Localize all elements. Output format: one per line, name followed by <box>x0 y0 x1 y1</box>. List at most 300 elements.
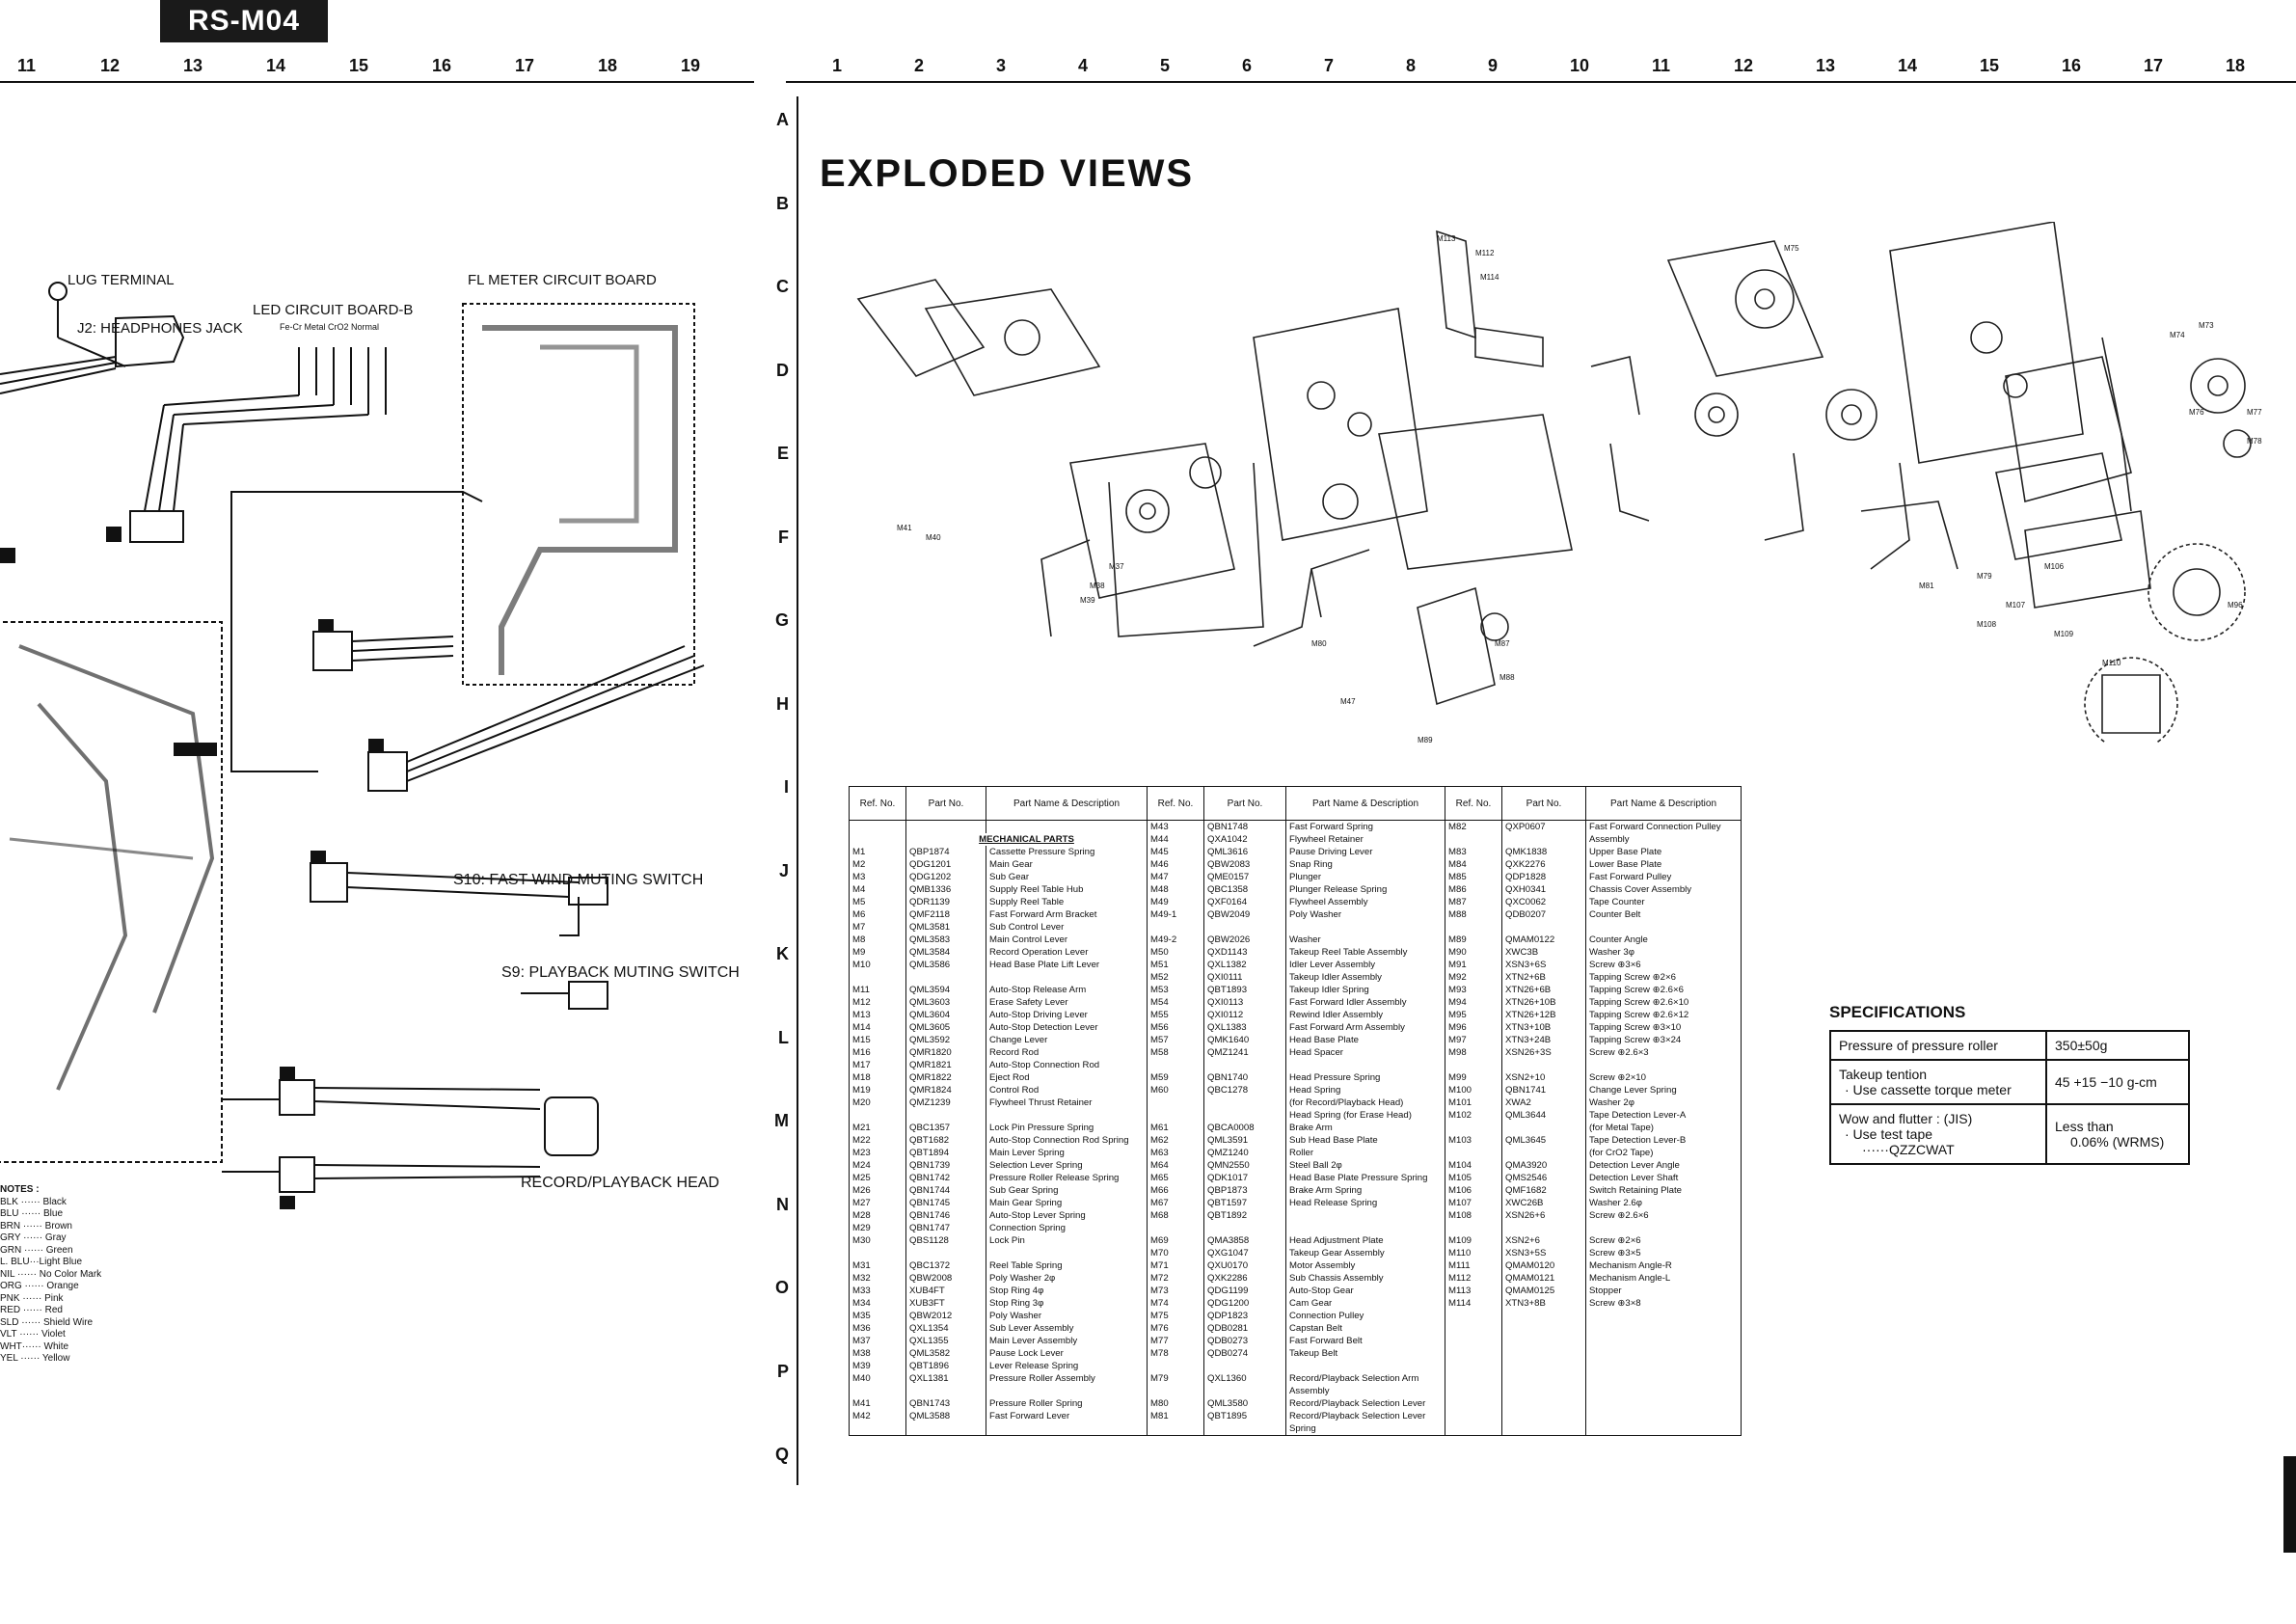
ruler-tick-label: 16 <box>2062 56 2082 75</box>
table-cell: QML3594 <box>906 984 986 996</box>
lug-terminal-label: LUG TERMINAL <box>68 272 175 288</box>
model-tab: RS-M04 <box>160 0 328 42</box>
spec-label-sub: · Use test tape <box>1845 1126 1933 1142</box>
table-cell: M76 <box>1148 1322 1204 1335</box>
table-cell: QXK2286 <box>1204 1272 1286 1285</box>
table-cell <box>1502 833 1586 846</box>
table-cell: QBCA0008 <box>1204 1122 1286 1134</box>
table-cell: QBW2012 <box>906 1310 986 1322</box>
table-cell <box>1445 1122 1502 1134</box>
table-cell: M77 <box>1148 1335 1204 1347</box>
table-cell: Tapping Screw ⊕2.6×10 <box>1586 996 1742 1009</box>
table-cell: M39 <box>850 1360 906 1372</box>
table-cell <box>1445 1397 1502 1410</box>
table-row <box>850 1009 1742 1021</box>
table-cell: M82 <box>1445 821 1502 834</box>
table-cell: M26 <box>850 1184 906 1197</box>
table-cell: M67 <box>1148 1197 1204 1209</box>
table-cell: M57 <box>1148 1034 1204 1046</box>
table-cell: Connection Pulley <box>1286 1310 1445 1322</box>
table-cell: QDG1201 <box>906 858 986 871</box>
table-cell: M23 <box>850 1147 906 1159</box>
ruler-tick-label: 1 <box>832 56 843 75</box>
table-cell: QMF2118 <box>906 908 986 921</box>
table-cell <box>1586 1059 1742 1071</box>
table-cell: XTN3+24B <box>1502 1034 1586 1046</box>
table-cell: M37 <box>850 1335 906 1347</box>
table-row <box>850 1234 1742 1247</box>
notes-title: NOTES : <box>0 1184 40 1195</box>
table-row <box>850 1422 1742 1436</box>
table-cell: QDB0274 <box>1204 1347 1286 1360</box>
table-cell: XSN2+10 <box>1502 1071 1586 1084</box>
table-cell: M108 <box>1445 1209 1502 1222</box>
table-cell <box>906 1109 986 1122</box>
note-item: WHT······ White <box>0 1340 69 1352</box>
table-cell: M29 <box>850 1222 906 1234</box>
table-cell: Counter Belt <box>1586 908 1742 921</box>
ruler-tick-label: 14 <box>1898 56 1918 75</box>
table-cell: Tape Detection Lever-B <box>1586 1134 1742 1147</box>
table-cell: M44 <box>1148 833 1204 846</box>
table-cell: M112 <box>1445 1272 1502 1285</box>
table-cell: QML3588 <box>906 1410 986 1422</box>
table-cell: QMAM0125 <box>1502 1285 1586 1297</box>
table-cell: Tapping Screw ⊕3×24 <box>1586 1034 1742 1046</box>
table-cell: Head Release Spring <box>1286 1197 1445 1209</box>
table-cell: M93 <box>1445 984 1502 996</box>
table-cell <box>1148 921 1204 934</box>
table-cell: Lever Release Spring <box>986 1360 1148 1372</box>
table-cell <box>850 1422 906 1436</box>
table-row <box>850 1197 1742 1209</box>
table-cell: Main Control Lever <box>986 934 1148 946</box>
table-cell: Idler Lever Assembly <box>1286 959 1445 971</box>
table-cell <box>986 821 1148 834</box>
table-cell: QBW2026 <box>1204 934 1286 946</box>
table-cell: Head Spring <box>1286 1084 1445 1096</box>
table-cell: Auto-Stop Lever Spring <box>986 1209 1148 1222</box>
table-cell: Plunger <box>1286 871 1445 883</box>
table-cell <box>1204 1096 1286 1109</box>
spec-label: Pressure of pressure roller <box>1830 1031 2046 1060</box>
table-cell: QBC1358 <box>1204 883 1286 896</box>
svg-text:M112: M112 <box>1475 249 1495 257</box>
table-cell <box>1502 1335 1586 1347</box>
table-row <box>850 1084 1742 1096</box>
table-cell <box>1445 1385 1502 1397</box>
section-heading: MECHANICAL PARTS <box>979 834 1074 845</box>
table-cell: Washer 2.6φ <box>1586 1197 1742 1209</box>
spec-value: 45 +15 −10 g-cm <box>2046 1060 2189 1104</box>
table-cell: M22 <box>850 1134 906 1147</box>
table-cell: QDB0273 <box>1204 1335 1286 1347</box>
table-cell: QXG1047 <box>1204 1247 1286 1259</box>
table-cell: Sub Gear <box>986 871 1148 883</box>
table-cell: Screw ⊕3×6 <box>1586 959 1742 971</box>
table-cell: Pressure Roller Release Spring <box>986 1172 1148 1184</box>
right-ruler <box>786 58 2296 83</box>
table-cell <box>1204 1222 1286 1234</box>
table-cell: Takeup Reel Table Assembly <box>1286 946 1445 959</box>
table-cell: Flywheel Assembly <box>1286 896 1445 908</box>
table-cell: QMAM0121 <box>1502 1272 1586 1285</box>
table-cell: QME0157 <box>1204 871 1286 883</box>
svg-text:M39: M39 <box>1080 596 1095 605</box>
table-cell: Sub Lever Assembly <box>986 1322 1148 1335</box>
table-cell <box>986 1422 1148 1436</box>
row-letter: B <box>776 193 789 213</box>
table-cell: Head Base Plate <box>1286 1034 1445 1046</box>
spec-label <box>1830 1104 2046 1164</box>
table-cell: M91 <box>1445 959 1502 971</box>
table-cell <box>1445 1372 1502 1385</box>
table-cell: QBC1278 <box>1204 1084 1286 1096</box>
table-row <box>850 1310 1742 1322</box>
table-cell: M7 <box>850 921 906 934</box>
row-letter: K <box>776 944 789 963</box>
table-cell: Sub Head Base Plate <box>1286 1134 1445 1147</box>
table-cell: M8 <box>850 934 906 946</box>
table-cell: Auto-Stop Connection Rod <box>986 1059 1148 1071</box>
ruler-tick-label: 2 <box>914 56 925 75</box>
ruler-tick-label: 12 <box>100 56 121 75</box>
table-cell: QXI0112 <box>1204 1009 1286 1021</box>
table-cell: Record/Playback Selection Lever <box>1286 1397 1445 1410</box>
table-cell: XSN2+6 <box>1502 1234 1586 1247</box>
table-cell: XWC3B <box>1502 946 1586 959</box>
table-cell: Pause Driving Lever <box>1286 846 1445 858</box>
table-cell: QXD1143 <box>1204 946 1286 959</box>
col1-name-header: Part Name & Description <box>986 787 1148 821</box>
table-cell: Screw ⊕3×8 <box>1586 1297 1742 1310</box>
ruler-tick-label: 17 <box>515 56 535 75</box>
s10-label: S10: FAST WIND MUTING SWITCH <box>453 872 704 888</box>
table-cell: M27 <box>850 1197 906 1209</box>
table-cell: M58 <box>1148 1046 1204 1059</box>
table-cell: M97 <box>1445 1034 1502 1046</box>
fl-meter-label: FL METER CIRCUIT BOARD <box>468 272 657 288</box>
table-cell: M95 <box>1445 1009 1502 1021</box>
table-cell: M43 <box>1148 821 1204 834</box>
table-cell: Auto-Stop Detection Lever <box>986 1021 1148 1034</box>
table-cell: M51 <box>1148 959 1204 971</box>
table-cell: Takeup Idler Assembly <box>1286 971 1445 984</box>
table-cell <box>1445 833 1502 846</box>
table-cell: QDG1202 <box>906 871 986 883</box>
table-cell: M30 <box>850 1234 906 1247</box>
table-row <box>850 1222 1742 1234</box>
table-cell: QMS2546 <box>1502 1172 1586 1184</box>
table-cell <box>986 1247 1148 1259</box>
table-row <box>850 971 1742 984</box>
row-letter: E <box>776 444 789 463</box>
table-cell: M55 <box>1148 1009 1204 1021</box>
table-cell: XSN26+3S <box>1502 1046 1586 1059</box>
table-cell: M102 <box>1445 1109 1502 1122</box>
table-cell <box>1586 1410 1742 1422</box>
table-cell: QMZ1241 <box>1204 1046 1286 1059</box>
table-cell <box>850 821 906 834</box>
table-cell: QMZ1240 <box>1204 1147 1286 1159</box>
table-cell <box>850 1247 906 1259</box>
ruler-tick-label: 15 <box>1980 56 2000 75</box>
svg-text:M80: M80 <box>1311 639 1327 648</box>
table-cell: XTN3+8B <box>1502 1297 1586 1310</box>
table-cell: QXP0607 <box>1502 821 1586 834</box>
parts-table-body <box>850 821 1742 1436</box>
table-cell: M101 <box>1445 1096 1502 1109</box>
svg-text:M110: M110 <box>2102 659 2121 667</box>
table-cell <box>1502 1222 1586 1234</box>
spec-value-sub: 0.06% (WRMS) <box>2070 1134 2165 1150</box>
table-cell: M80 <box>1148 1397 1204 1410</box>
note-item: BLU ······ Blue <box>0 1208 64 1219</box>
table-cell: Fast Forward Arm Assembly <box>1286 1021 1445 1034</box>
parts-list-table-wrapper <box>849 786 1742 1436</box>
row-letter: Q <box>774 1445 789 1464</box>
table-cell: M10 <box>850 959 906 971</box>
table-cell: Fast Forward Idler Assembly <box>1286 996 1445 1009</box>
table-cell: QBT1894 <box>906 1147 986 1159</box>
ruler-tick-label: 9 <box>1488 56 1499 75</box>
col3-name-header: Part Name & Description <box>1586 787 1742 821</box>
ruler-tick-label: 19 <box>681 56 701 75</box>
table-cell: M6 <box>850 908 906 921</box>
svg-text:M107: M107 <box>2006 601 2026 609</box>
table-cell <box>1586 1397 1742 1410</box>
table-cell: QML3644 <box>1502 1109 1586 1122</box>
table-row <box>850 1247 1742 1259</box>
table-cell <box>906 971 986 984</box>
table-cell: M38 <box>850 1347 906 1360</box>
table-row <box>850 984 1742 996</box>
table-cell: Sub Gear Spring <box>986 1184 1148 1197</box>
table-cell: Roller <box>1286 1147 1445 1159</box>
table-row <box>850 1046 1742 1059</box>
table-cell: XTN26+12B <box>1502 1009 1586 1021</box>
table-cell: Auto-Stop Connection Rod Spring <box>986 1134 1148 1147</box>
table-cell: QML3591 <box>1204 1134 1286 1147</box>
table-cell: Fast Forward Connection Pulley <box>1586 821 1742 834</box>
table-cell: QBP1873 <box>1204 1184 1286 1197</box>
table-cell <box>906 1247 986 1259</box>
table-cell: XTN2+6B <box>1502 971 1586 984</box>
table-row <box>850 1272 1742 1285</box>
table-cell: M98 <box>1445 1046 1502 1059</box>
table-cell: Lock Pin <box>986 1234 1148 1247</box>
table-cell <box>1502 1322 1586 1335</box>
table-cell <box>1586 921 1742 934</box>
table-cell: Lower Base Plate <box>1586 858 1742 871</box>
table-cell: XUB3FT <box>906 1297 986 1310</box>
table-cell: M60 <box>1148 1084 1204 1096</box>
table-row <box>850 1184 1742 1197</box>
table-cell: Upper Base Plate <box>1586 846 1742 858</box>
table-row <box>850 996 1742 1009</box>
table-cell <box>1502 1147 1586 1159</box>
table-cell: Assembly <box>1286 1385 1445 1397</box>
table-cell: M109 <box>1445 1234 1502 1247</box>
table-cell: Brake Arm <box>1286 1122 1445 1134</box>
table-cell <box>1586 1335 1742 1347</box>
table-row <box>850 1397 1742 1410</box>
table-cell: QDG1200 <box>1204 1297 1286 1310</box>
table-cell <box>850 971 906 984</box>
spec-label <box>1830 1060 2046 1104</box>
table-cell: M25 <box>850 1172 906 1184</box>
note-item: NIL ······ No Color Mark <box>0 1268 102 1280</box>
table-cell: M65 <box>1148 1172 1204 1184</box>
table-cell <box>906 821 986 834</box>
table-row <box>850 1372 1742 1385</box>
table-cell <box>1502 1360 1586 1372</box>
table-cell: M78 <box>1148 1347 1204 1360</box>
table-cell: XWA2 <box>1502 1096 1586 1109</box>
table-cell: M48 <box>1148 883 1204 896</box>
table-cell: QXL1382 <box>1204 959 1286 971</box>
table-cell: QMK1640 <box>1204 1034 1286 1046</box>
table-row <box>850 1347 1742 1360</box>
table-cell <box>1586 1347 1742 1360</box>
table-cell: Washer <box>1286 934 1445 946</box>
table-cell: Screw ⊕3×5 <box>1586 1247 1742 1259</box>
table-cell: QBN1740 <box>1204 1071 1286 1084</box>
table-cell: QMZ1239 <box>906 1096 986 1109</box>
svg-text:M113: M113 <box>1437 234 1456 243</box>
table-cell: QBS1128 <box>906 1234 986 1247</box>
table-row <box>850 1385 1742 1397</box>
table-cell <box>1148 1385 1204 1397</box>
table-cell <box>850 833 906 846</box>
table-cell: Screw ⊕2.6×3 <box>1586 1046 1742 1059</box>
table-cell: M34 <box>850 1297 906 1310</box>
table-row <box>850 1071 1742 1084</box>
table-cell: M103 <box>1445 1134 1502 1147</box>
table-cell: M32 <box>850 1272 906 1285</box>
table-cell: Washer 2φ <box>1586 1096 1742 1109</box>
table-cell: Screw ⊕2.6×6 <box>1586 1209 1742 1222</box>
table-cell: M64 <box>1148 1159 1204 1172</box>
table-row <box>850 1297 1742 1310</box>
table-cell: M88 <box>1445 908 1502 921</box>
table-cell: QBN1744 <box>906 1184 986 1197</box>
table-cell: QBN1743 <box>906 1397 986 1410</box>
table-row <box>850 846 1742 858</box>
table-cell: M11 <box>850 984 906 996</box>
table-cell: QBN1747 <box>906 1222 986 1234</box>
row-letter: P <box>776 1361 789 1381</box>
table-cell: QBN1739 <box>906 1159 986 1172</box>
table-cell: Control Rod <box>986 1084 1148 1096</box>
table-cell: QBC1372 <box>906 1259 986 1272</box>
table-cell <box>1204 1385 1286 1397</box>
svg-text:M96: M96 <box>2228 601 2243 609</box>
headphones-jack-label: J2: HEADPHONES JACK <box>77 320 243 337</box>
table-cell: Washer 3φ <box>1586 946 1742 959</box>
table-cell: Auto-Stop Driving Lever <box>986 1009 1148 1021</box>
table-cell: QBW2008 <box>906 1272 986 1285</box>
table-cell: QML3605 <box>906 1021 986 1034</box>
table-cell: M41 <box>850 1397 906 1410</box>
specifications-table <box>1829 1030 2190 1165</box>
table-cell: Main Gear <box>986 858 1148 871</box>
specifications-title: SPECIFICATIONS <box>1829 1003 1966 1021</box>
table-row <box>850 1147 1742 1159</box>
table-cell <box>1445 1310 1502 1322</box>
table-cell <box>1586 1360 1742 1372</box>
table-cell: QMAM0120 <box>1502 1259 1586 1272</box>
table-cell: Main Lever Spring <box>986 1147 1148 1159</box>
table-cell: Rewind Idler Assembly <box>1286 1009 1445 1021</box>
table-cell: Chassis Cover Assembly <box>1586 883 1742 896</box>
table-cell: Head Spring (for Erase Head) <box>1286 1109 1445 1122</box>
ruler-tick-label: 13 <box>1816 56 1836 75</box>
table-cell: Stop Ring 3φ <box>986 1297 1148 1310</box>
table-cell: QXC0062 <box>1502 896 1586 908</box>
table-cell: QBT1597 <box>1204 1197 1286 1209</box>
table-cell: QBT1896 <box>906 1360 986 1372</box>
svg-text:M106: M106 <box>2044 562 2065 571</box>
ruler-tick-label: 18 <box>2226 56 2246 75</box>
row-letter: C <box>776 277 789 296</box>
table-cell: Head Adjustment Plate <box>1286 1234 1445 1247</box>
spec-label-sub: · Use cassette torque meter <box>1845 1082 2012 1097</box>
table-cell: QDG1199 <box>1204 1285 1286 1297</box>
table-cell <box>1445 1360 1502 1372</box>
ruler-tick-label: 18 <box>598 56 618 75</box>
note-item: BLK ······ Black <box>0 1196 67 1207</box>
table-cell: QBW2083 <box>1204 858 1286 871</box>
table-cell: Tapping Screw ⊕2.6×6 <box>1586 984 1742 996</box>
table-cell: Poly Washer <box>1286 908 1445 921</box>
table-cell: M18 <box>850 1071 906 1084</box>
table-row <box>850 1134 1742 1147</box>
table-cell <box>1148 1422 1204 1436</box>
table-cell: QXU0170 <box>1204 1259 1286 1272</box>
table-cell: QMA3920 <box>1502 1159 1586 1172</box>
table-cell <box>1502 921 1586 934</box>
table-cell: QMAM0122 <box>1502 934 1586 946</box>
table-cell: XTN3+10B <box>1502 1021 1586 1034</box>
row-letter: L <box>778 1027 789 1047</box>
table-cell: Assembly <box>1586 833 1742 846</box>
table-cell: M24 <box>850 1159 906 1172</box>
table-cell: QBP1874 <box>906 846 986 858</box>
table-cell: QMR1820 <box>906 1046 986 1059</box>
table-cell: Auto-Stop Release Arm <box>986 984 1148 996</box>
row-letter: D <box>776 360 789 380</box>
table-cell: QMR1824 <box>906 1084 986 1096</box>
table-cell: Fast Forward Arm Bracket <box>986 908 1148 921</box>
table-cell: M111 <box>1445 1259 1502 1272</box>
table-cell: M92 <box>1445 971 1502 984</box>
note-item: L. BLU···Light Blue <box>0 1257 83 1267</box>
table-cell: M49-1 <box>1148 908 1204 921</box>
table-cell: Flywheel Thrust Retainer <box>986 1096 1148 1109</box>
table-row <box>850 883 1742 896</box>
svg-text:M76: M76 <box>2189 408 2204 417</box>
table-row <box>850 1285 1742 1297</box>
table-cell: QXL1355 <box>906 1335 986 1347</box>
table-row <box>850 896 1742 908</box>
table-cell: Fast Forward Lever <box>986 1410 1148 1422</box>
table-cell: M73 <box>1148 1285 1204 1297</box>
table-cell: M84 <box>1445 858 1502 871</box>
table-cell: M35 <box>850 1310 906 1322</box>
ruler-tick-label: 6 <box>1242 56 1253 75</box>
table-cell: M53 <box>1148 984 1204 996</box>
